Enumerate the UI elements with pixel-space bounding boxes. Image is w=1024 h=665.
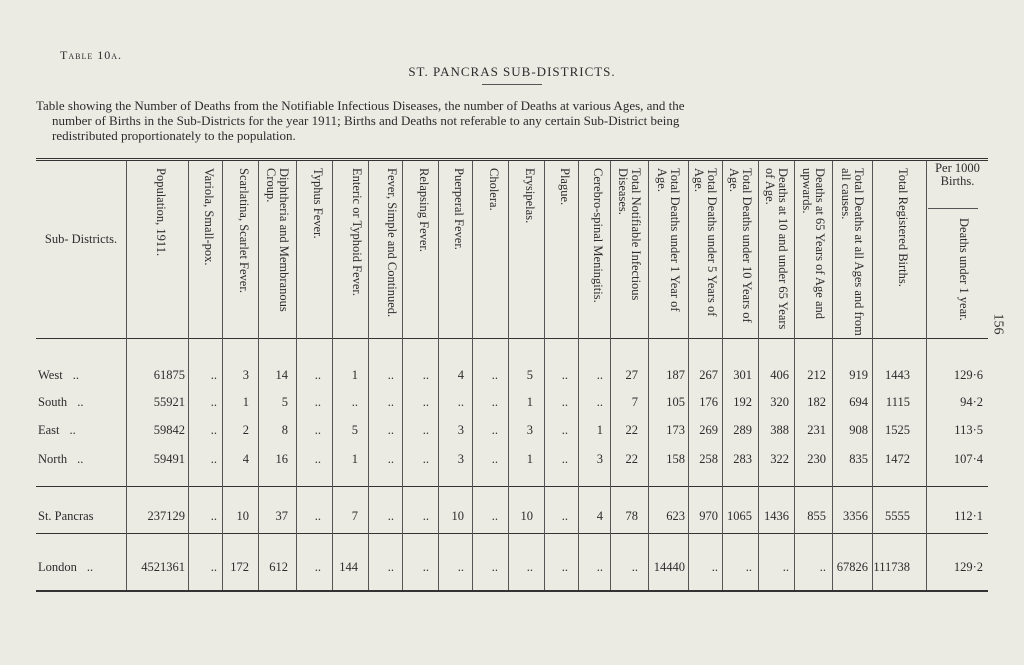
header-puerperal: Puerperal Fever. [452, 168, 466, 250]
table-cell: .. [314, 560, 321, 574]
table-cell: 113·5 [954, 423, 983, 437]
table-cell: 919 [849, 368, 868, 382]
row-name: West .. [38, 368, 79, 382]
table-cell: 1472 [885, 452, 910, 466]
column-divider [332, 161, 333, 590]
table-cell: .. [491, 560, 498, 574]
table-cell: .. [314, 368, 321, 382]
table-cell: 111738 [873, 560, 910, 574]
table-cell: .. [526, 560, 533, 574]
caption-line: number of Births in the Sub-Districts for the year 1911; Births and Deaths not referable to any certain Sub-District being [52, 113, 680, 128]
column-divider [648, 161, 649, 590]
header-deaths-under1: Deaths under 1 year. [957, 218, 971, 321]
header-enteric: Enteric or Typhoid Fever. [350, 168, 364, 297]
column-divider [126, 161, 127, 590]
column-divider [832, 161, 833, 590]
header-over65: Deaths at 65 Years of Age and upwards. [800, 168, 827, 320]
header-all-ages: Total Deaths at all Ages and from all causes. [839, 168, 866, 336]
page-title: ST. PANCRAS SUB-DISTRICTS. [408, 64, 616, 79]
table-cell: 172 [230, 560, 249, 574]
table-cell: 10 [451, 509, 464, 523]
table-cell: .. [491, 395, 498, 409]
header-bottom-rule [36, 338, 988, 339]
table-cell: 4 [596, 509, 603, 523]
table-cell: .. [387, 560, 394, 574]
table-cell: 1 [351, 368, 358, 382]
table-cell: 258 [699, 452, 718, 466]
table-cell: 67826 [836, 560, 868, 574]
table-cell: .. [210, 395, 217, 409]
column-divider [438, 161, 439, 590]
table-cell: 388 [770, 423, 789, 437]
table-cell: .. [596, 368, 603, 382]
table-cell: 4 [242, 452, 249, 466]
table-cell: .. [387, 395, 394, 409]
header-scarlatina: Scarlatina, Scarlet Fever. [237, 168, 251, 293]
table-cell: .. [314, 423, 321, 437]
table-cell: 129·2 [953, 560, 983, 574]
column-divider [472, 161, 473, 590]
table-label: Table 10a. [60, 48, 122, 62]
header-fever-simple: Fever, Simple and Continued. [385, 168, 399, 318]
column-divider [258, 161, 259, 590]
table-cell: 27 [625, 368, 638, 382]
table-cell: .. [561, 452, 568, 466]
table-cell: 10 [236, 509, 249, 523]
table-cell: 623 [666, 509, 685, 523]
table-cell: .. [210, 423, 217, 437]
header-erysipelas: Erysipelas. [523, 168, 537, 224]
table-cell: 3 [596, 452, 603, 466]
table-cell: 105 [666, 395, 685, 409]
table-cell: 289 [733, 423, 752, 437]
table-cell: 8 [281, 423, 288, 437]
table-cell: 59491 [153, 452, 185, 466]
table-cell: .. [387, 452, 394, 466]
table-cell: 1 [242, 395, 249, 409]
page-number: 156 [990, 313, 1006, 335]
table-cell: 5555 [885, 509, 910, 523]
table-cell: 14 [275, 368, 288, 382]
table-cell: 3 [457, 452, 464, 466]
column-divider [578, 161, 579, 590]
table-cell: 22 [625, 423, 638, 437]
subtotal-rule [36, 486, 988, 487]
table-cell: .. [561, 368, 568, 382]
table-cell: 16 [275, 452, 288, 466]
table-cell: .. [491, 452, 498, 466]
table-cell: .. [596, 395, 603, 409]
column-divider [402, 161, 403, 590]
table-cell: .. [314, 452, 321, 466]
table-cell: .. [210, 560, 217, 574]
table-cell: 112·1 [954, 509, 983, 523]
table-cell: .. [387, 423, 394, 437]
header-population: Population, 1911. [154, 168, 168, 257]
table-cell: .. [457, 395, 464, 409]
table-cell: 3356 [843, 509, 868, 523]
table-cell: .. [351, 395, 358, 409]
table-cell: 212 [807, 368, 826, 382]
table-cell: .. [819, 560, 826, 574]
table-cell: .. [210, 368, 217, 382]
header-births: Total Registered Births. [896, 168, 910, 287]
column-divider [544, 161, 545, 590]
header-relapsing: Relapsing Fever. [417, 168, 431, 253]
table-cell: .. [314, 509, 321, 523]
header-sub-districts: Sub- Districts. [44, 232, 118, 246]
table-cell: .. [387, 368, 394, 382]
table-bottom-rule [36, 590, 988, 592]
table-cell: 4521361 [141, 560, 185, 574]
table-cell: 107·4 [953, 452, 983, 466]
table-cell: .. [561, 509, 568, 523]
table-cell: .. [387, 509, 394, 523]
table-cell: 176 [699, 395, 718, 409]
table-cell: .. [782, 560, 789, 574]
table-top-rule-double [36, 160, 988, 161]
table-cell: 320 [770, 395, 789, 409]
table-cell: 5 [351, 423, 358, 437]
table-cell: 1 [526, 395, 533, 409]
table-cell: 231 [807, 423, 826, 437]
table-cell: .. [210, 509, 217, 523]
table-cell: .. [422, 452, 429, 466]
table-cell: 187 [666, 368, 685, 382]
table-cell: 4 [457, 368, 464, 382]
table-cell: 55921 [153, 395, 185, 409]
table-cell: .. [422, 368, 429, 382]
table-cell: .. [491, 368, 498, 382]
table-cell: 3 [526, 423, 533, 437]
column-divider [610, 161, 611, 590]
table-cell: 22 [625, 452, 638, 466]
header-under1: Total Deaths under 1 Year of Age. [655, 168, 682, 312]
table-cell: 158 [666, 452, 685, 466]
table-cell: .. [457, 560, 464, 574]
table-cell: 173 [666, 423, 685, 437]
table-cell: 237129 [147, 509, 185, 523]
table-cell: 230 [807, 452, 826, 466]
table-cell: 59842 [153, 423, 185, 437]
table-cell: 1 [351, 452, 358, 466]
table-cell: 144 [339, 560, 358, 574]
column-divider [688, 161, 689, 590]
column-divider [368, 161, 369, 590]
table-caption [36, 98, 986, 143]
row-name: East .. [38, 423, 76, 437]
table-cell: 267 [699, 368, 718, 382]
table-cell: 129·6 [953, 368, 983, 382]
table-cell: 1443 [885, 368, 910, 382]
header-total-notifiable: Total Notifiable Infectious Diseases. [616, 168, 643, 301]
table-cell: .. [422, 560, 429, 574]
caption-line: Table showing the Number of Deaths from the Notifiable Infectious Diseases, the number of Deaths at various Ages, and the [36, 98, 685, 113]
header-diphtheria: Diphtheria and Membranous Croup. [264, 168, 291, 312]
header-typhus: Typhus Fever. [311, 168, 325, 239]
column-divider [758, 161, 759, 590]
column-divider [188, 161, 189, 590]
column-divider [794, 161, 795, 590]
header-under10: Total Deaths under 10 Years of Age. [727, 168, 754, 323]
table-cell: .. [745, 560, 752, 574]
column-divider [508, 161, 509, 590]
table-cell: 1115 [885, 395, 910, 409]
row-name: North .. [38, 452, 84, 466]
table-cell: .. [561, 423, 568, 437]
table-cell: 406 [770, 368, 789, 382]
header-variola: Variola, Small-pox. [202, 168, 216, 266]
table-cell: .. [631, 560, 638, 574]
table-cell: .. [210, 452, 217, 466]
table-cell: 1525 [885, 423, 910, 437]
table-cell: .. [561, 560, 568, 574]
total-rule [36, 533, 988, 534]
table-cell: 7 [351, 509, 358, 523]
table-cell: 10 [520, 509, 533, 523]
per1000-rule [928, 208, 978, 209]
column-divider [926, 161, 927, 590]
table-cell: 192 [733, 395, 752, 409]
column-divider [722, 161, 723, 590]
table-cell: 7 [631, 395, 638, 409]
table-cell: 94·2 [960, 395, 983, 409]
header-under5: Total Deaths under 5 Years of Age. [692, 168, 719, 317]
row-name: St. Pancras [38, 509, 94, 523]
table-cell: .. [711, 560, 718, 574]
title-underline [482, 84, 542, 85]
table-cell: 37 [275, 509, 288, 523]
table-cell: 61875 [153, 368, 185, 382]
table-cell: 3 [457, 423, 464, 437]
table-cell: .. [422, 509, 429, 523]
table-cell: 1436 [764, 509, 789, 523]
table-cell: 322 [770, 452, 789, 466]
table-cell: 283 [733, 452, 752, 466]
table-cell: 612 [269, 560, 288, 574]
table-cell: 1 [596, 423, 603, 437]
table-cell: 182 [807, 395, 826, 409]
column-divider [872, 161, 873, 590]
header-plague: Plague. [558, 168, 572, 206]
table-cell: .. [314, 395, 321, 409]
table-cell: .. [491, 423, 498, 437]
table-cell: 269 [699, 423, 718, 437]
header-10-to-65: Deaths at 10 and under 65 Years of Age. [763, 168, 790, 330]
table-cell: 1 [526, 452, 533, 466]
table-cell: 835 [849, 452, 868, 466]
table-top-rule [36, 158, 988, 159]
row-name: South .. [38, 395, 84, 409]
table-cell: 301 [733, 368, 752, 382]
table-cell: 1065 [727, 509, 752, 523]
table-cell: 5 [281, 395, 288, 409]
table-cell: 970 [699, 509, 718, 523]
row-name: London .. [38, 560, 94, 574]
table-cell: 2 [242, 423, 249, 437]
table-cell: .. [491, 509, 498, 523]
table-cell: 3 [242, 368, 249, 382]
caption-line: redistributed proportionately to the population. [52, 128, 296, 143]
table-cell: 14440 [653, 560, 685, 574]
table-cell: 908 [849, 423, 868, 437]
table-cell: .. [422, 395, 429, 409]
header-cerebro: Cerebro-spinal Meningitis. [591, 168, 605, 303]
header-cholera: Cholera. [487, 168, 501, 211]
table-cell: .. [561, 395, 568, 409]
table-cell: .. [596, 560, 603, 574]
column-divider [296, 161, 297, 590]
table-cell: 5 [526, 368, 533, 382]
column-divider [222, 161, 223, 590]
table-cell: 694 [849, 395, 868, 409]
table-cell: 855 [807, 509, 826, 523]
table-cell: .. [422, 423, 429, 437]
table-cell: 78 [625, 509, 638, 523]
header-per-1000-births: Per 1000 Births. [935, 161, 980, 188]
